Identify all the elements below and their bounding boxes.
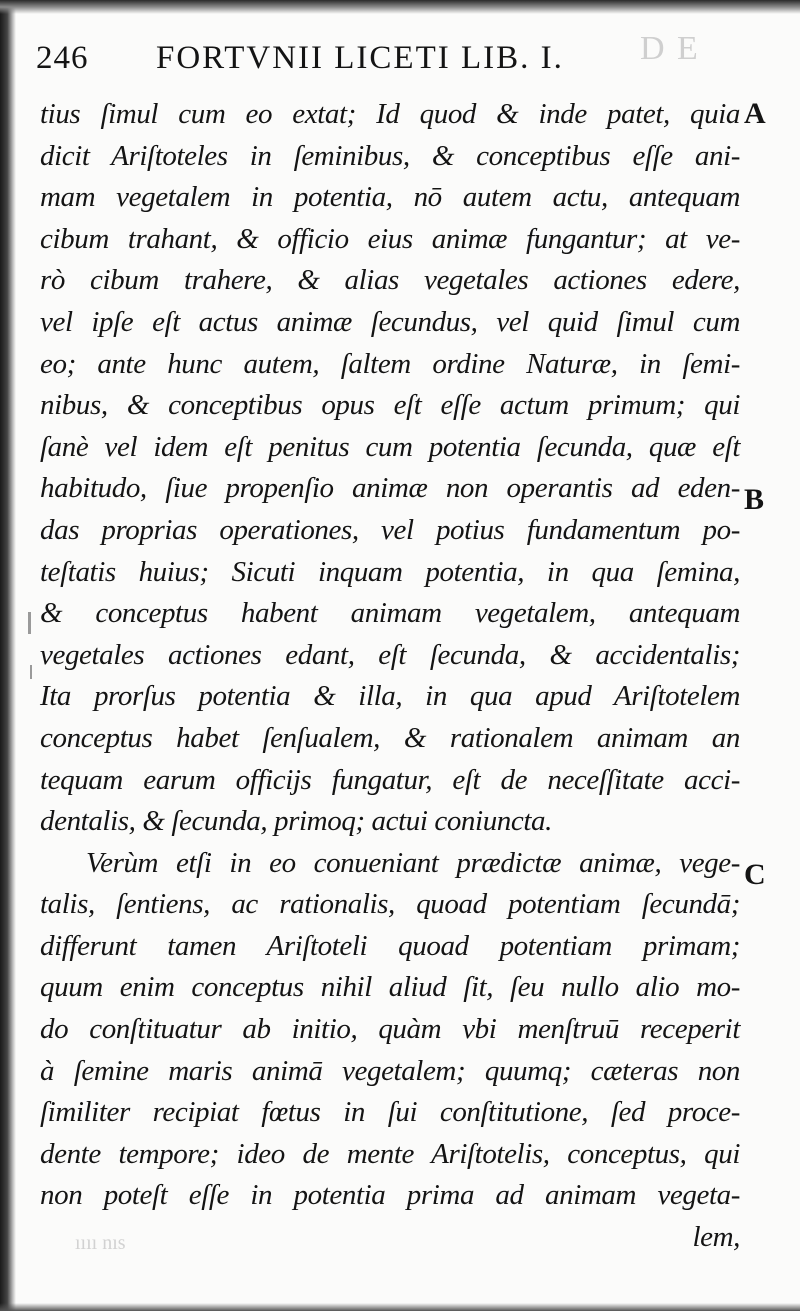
running-head: FORTVNII LICETI LIB. I. (156, 40, 564, 76)
text-line-paragraph-start: Verùm etſi in eo conueniant prædictæ animæ, vege- (86, 846, 740, 879)
text-line: eo; ante hunc autem, ſaltem ordine Naturæ, in ſemi- (40, 347, 740, 380)
text-line: rò cibum trahere, & alias vegetales actiones edere, (40, 264, 740, 297)
text-line: das proprias operationes, vel potius fundamentum po- (40, 513, 740, 546)
scan-speck (30, 665, 32, 679)
text-line: dentalis, & ſecunda, primoq; actui coniuncta. (40, 805, 552, 838)
scan-edge-left (0, 0, 16, 1311)
text-line: dente tempore; ideo de mente Ariſtotelis, conceptus, qui (40, 1137, 740, 1170)
text-line: cibum trahant, & officio eius animæ fungantur; at ve- (40, 222, 740, 255)
text-line: nibus, & conceptibus opus eſt eſſe actum primum; qui (40, 389, 740, 422)
text-line: tequam earum officijs fungatur, eſt de neceſſitate acci- (40, 763, 740, 796)
text-line: teſtatis huius; Sicuti inquam potentia, in qua ſemina, (40, 555, 740, 588)
scan-speck (28, 612, 31, 634)
text-line: ſanè vel idem eſt penitus cum potentia ſecunda, quæ eſt (40, 430, 740, 463)
body-text (40, 94, 740, 1259)
text-line: mam vegetalem in potentia, nō autem actu, antequam (40, 181, 740, 214)
bleed-through-header: D E (640, 30, 700, 67)
text-line: ſimiliter recipiat fœtus in ſui conſtitutione, ſed proce- (40, 1096, 740, 1129)
margin-letter-a: A (744, 97, 766, 130)
text-line: Ita prorſus potentia & illa, in qua apud Ariſtotelem (40, 680, 740, 713)
page-number: 246 (36, 40, 89, 76)
text-line: talis, ſentiens, ac rationalis, quoad potentiam ſecundā; (40, 888, 740, 921)
scan-edge-top (0, 0, 800, 14)
text-line: dicit Ariſtoteles in ſeminibus, & conceptibus eſſe ani- (40, 139, 740, 172)
text-line: habitudo, ſiue propenſio animæ non operantis ad eden- (40, 472, 740, 505)
margin-letter-b: B (744, 483, 765, 516)
text-line: & conceptus habent animam vegetalem, antequam (40, 597, 740, 630)
text-line: differunt tamen Ariſtoteli quoad potentiam primam; (40, 929, 740, 962)
text-line: tius ſimul cum eo extat; Id quod & inde patet, quia (40, 98, 740, 130)
bleed-through-bottom: ıııı nıs (75, 1232, 126, 1254)
text-line: non poteſt eſſe in potentia prima ad animam vegeta- (40, 1179, 740, 1212)
text-line: quum enim conceptus nihil aliud ſit, ſeu nullo alio mo- (40, 971, 740, 1004)
margin-letter-c: C (744, 858, 766, 891)
text-line: vegetales actiones edant, eſt ſecunda, & accidentalis; (40, 638, 740, 671)
text-line-catchword: lem, (692, 1221, 740, 1254)
text-line: conceptus habet ſenſualem, & rationalem animam an (40, 721, 740, 754)
text-line: à ſemine maris animā vegetalem; quumq; cæteras non (40, 1054, 740, 1087)
scan-edge-bottom (0, 1303, 800, 1311)
page-header (36, 36, 756, 80)
text-line: vel ipſe eſt actus animæ ſecundus, vel quid ſimul cum (40, 305, 740, 338)
text-line: do conſtituatur ab initio, quàm vbi menſtruū receperit (40, 1013, 740, 1046)
